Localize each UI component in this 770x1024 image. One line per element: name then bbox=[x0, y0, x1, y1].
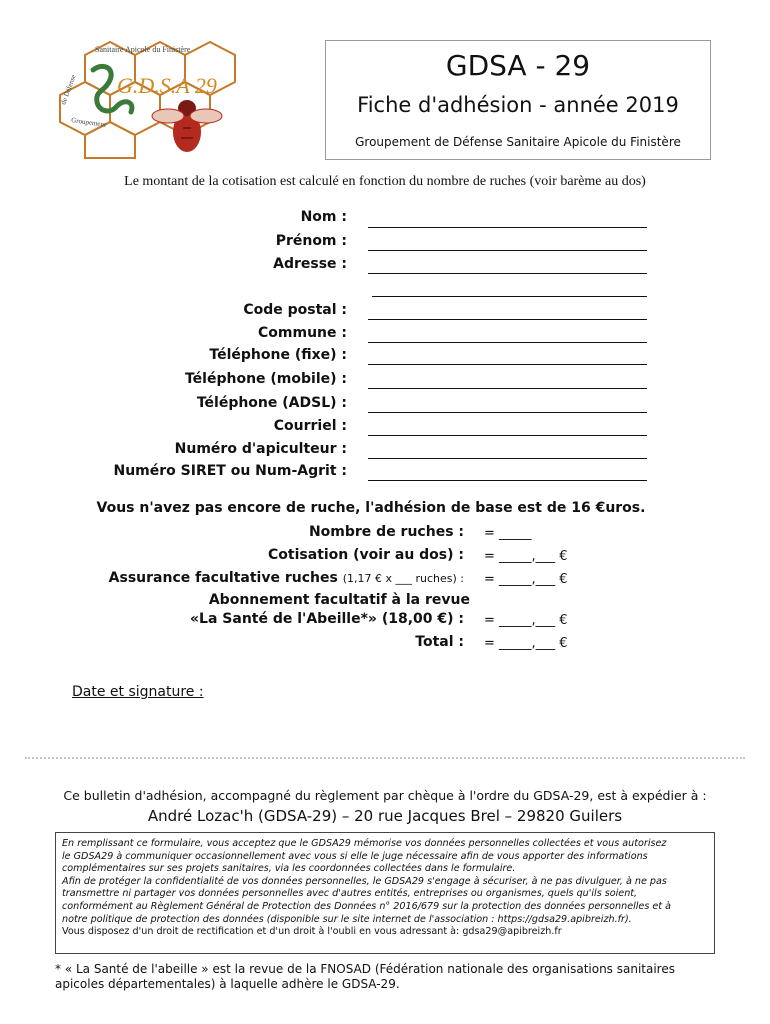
total-value[interactable]: = _____,___ € bbox=[484, 636, 568, 651]
assurance-label-detail: (1,17 € x ___ ruches) : bbox=[342, 572, 464, 585]
privacy-line: complémentaires sur ses projets sanitaires, via les coordonnées collectées dans le formulaire. bbox=[62, 863, 516, 875]
abonnement-label-line1: Abonnement facultatif à la revue bbox=[208, 592, 470, 608]
footnote-line1: * « La Santé de l'abeille » est la revue de la FNOSAD (Fédération nationale des organisations sanitaires bbox=[55, 962, 675, 976]
privacy-line: notre politique de protection des données (disponible sur le site internet de l'association : https://gdsa29.apibreizh.fr). bbox=[62, 913, 632, 925]
page-subtitle: Fiche d'adhésion - année 2019 bbox=[357, 93, 679, 117]
title-box bbox=[325, 40, 711, 160]
assurance-label-main: Assurance facultative ruches bbox=[108, 570, 338, 586]
footnote bbox=[55, 962, 715, 992]
nb-ruches-label: Nombre de ruches : bbox=[308, 524, 464, 540]
logo-bottom-text: Groupement bbox=[70, 116, 107, 129]
commune-field[interactable] bbox=[368, 342, 647, 343]
intro-text: Le montant de la cotisation est calculé en fonction du nombre de ruches (voir barème au dos) bbox=[124, 174, 646, 189]
organization-name: Groupement de Défense Sanitaire Apicole du Finistère bbox=[355, 135, 681, 149]
gdsa-logo bbox=[55, 40, 245, 160]
courriel-field[interactable] bbox=[368, 435, 647, 436]
cotisation-label: Cotisation (voir au dos) : bbox=[268, 547, 464, 563]
page-title: GDSA - 29 bbox=[445, 49, 591, 82]
footnote-line2: apicoles départementales) à laquelle adhère le GDSA-29. bbox=[55, 977, 400, 991]
num-apiculteur-field[interactable] bbox=[368, 458, 647, 459]
abonnement-label-line2: «La Santé de l'Abeille*» (18,00 €) : bbox=[190, 611, 464, 627]
prenom-label: Prénom : bbox=[275, 233, 347, 249]
code-postal-field[interactable] bbox=[368, 319, 647, 320]
nom-field[interactable] bbox=[368, 227, 647, 228]
abonnement-value[interactable]: = _____,___ € bbox=[484, 613, 568, 628]
base-membership-note: Vous n'avez pas encore de ruche, l'adhésion de base est de 16 €uros. bbox=[96, 500, 646, 516]
logo-arc-text: Sanitaire Apicole du Finistère bbox=[95, 45, 191, 54]
logo-text: G.D.S.A 29 bbox=[117, 73, 217, 98]
commune-label: Commune : bbox=[258, 325, 347, 341]
code-postal-label: Code postal : bbox=[243, 302, 347, 318]
adresse-field-line1[interactable] bbox=[368, 273, 647, 274]
mailing-address: André Lozac'h (GDSA-29) – 20 rue Jacques Brel – 29820 Guilers bbox=[147, 807, 623, 825]
privacy-line: transmettre ni partager vos données personnelles avec d'autres entités, entreprises ou organismes, quels qu'ils soient, bbox=[62, 888, 638, 900]
prenom-field[interactable] bbox=[368, 250, 647, 251]
nom-label: Nom : bbox=[300, 209, 347, 225]
privacy-line: le GDSA29 à communiquer occasionnellement avec vous si elle le juge nécessaire afin de vous apporter des informations bbox=[62, 850, 648, 862]
logo-side-text: de Défense bbox=[59, 73, 78, 106]
privacy-line: En remplissant ce formulaire, vous acceptez que le GDSA29 mémorise vos données personnelles collectées et vous autorisez bbox=[62, 838, 667, 849]
num-siret-field[interactable] bbox=[368, 480, 647, 481]
nb-ruches-value[interactable]: = _____ bbox=[484, 526, 532, 541]
tel-mobile-label: Téléphone (mobile) : bbox=[184, 371, 347, 387]
num-apiculteur-label: Numéro d'apiculteur : bbox=[174, 441, 347, 457]
tel-fixe-field[interactable] bbox=[368, 364, 647, 365]
cut-line-separator bbox=[25, 757, 745, 759]
tel-mobile-field[interactable] bbox=[368, 388, 647, 389]
tel-adsl-label: Téléphone (ADSL) : bbox=[196, 395, 347, 411]
privacy-notice bbox=[55, 832, 715, 954]
cotisation-value[interactable]: = _____,___ € bbox=[484, 549, 568, 564]
tel-fixe-label: Téléphone (fixe) : bbox=[209, 347, 347, 363]
send-instructions: Ce bulletin d'adhésion, accompagné du règlement par chèque à l'ordre du GDSA-29, est à expédier à : bbox=[63, 788, 707, 803]
tel-adsl-field[interactable] bbox=[368, 412, 647, 413]
adresse-field-line2[interactable] bbox=[372, 296, 647, 297]
privacy-rights: Vous disposez d'un droit de rectification et d'un droit à l'oubli en vous adressant à: gdsa29@apibreizh.fr bbox=[62, 926, 562, 938]
num-siret-label: Numéro SIRET ou Num-Agrit : bbox=[113, 463, 347, 479]
date-signature[interactable]: Date et signature : bbox=[72, 684, 204, 700]
assurance-value[interactable]: = _____,___ € bbox=[484, 572, 568, 587]
courriel-label: Courriel : bbox=[273, 418, 347, 434]
assurance-label bbox=[109, 570, 464, 586]
privacy-line: conformément au Règlement Général de Protection des Données n° 2016/679 sur la protection des données personnelles et à bbox=[62, 900, 671, 912]
privacy-line: Afin de protéger la confidentialité de vos données personnelles, le GDSA29 s'engage à sécuriser, à ne pas divulguer, à ne pas bbox=[62, 875, 667, 887]
total-label: Total : bbox=[415, 634, 464, 650]
adresse-label: Adresse : bbox=[273, 256, 347, 272]
